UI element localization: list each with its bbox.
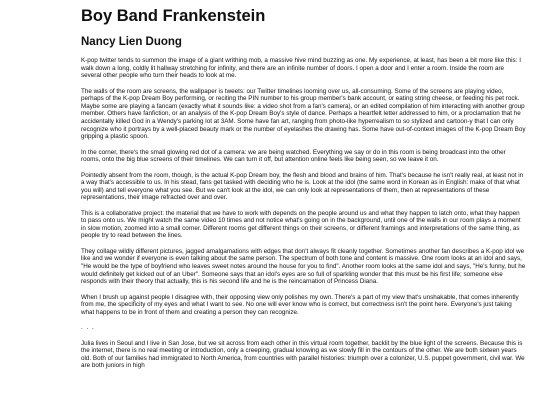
section-break: . . . bbox=[81, 324, 95, 332]
paragraph: In the corner, there's the small glowing red dot of a camera: we are being watched. Everything we say or do in this room is being broadcast into the other rooms, onto the big blue screens of their timelines. We can turn it off, but attention online feels like being seen, so we leave it on. bbox=[81, 148, 506, 164]
article-title: Boy Band Frankenstein bbox=[81, 7, 266, 25]
paragraph: When I brush up against people I disagree with, their opposing view only polishes my own. There's a part of my view that's unshakable, that comes inherently from me, the specificity of my eyes and what I want to see. No one will ever know who is correct, but correctness isn't the point here. Everyone's just taking what happens to be in front of them and creating a person they can recognize. bbox=[81, 293, 519, 316]
article-author: Nancy Lien Duong bbox=[81, 36, 182, 48]
paragraph: The walls of the room are screens, the wallpaper is tweets: our Twitter timelines looming over us, all-consuming. Some of the screens are playing video, perhaps of the K-pop Dream Boy performing, or reciting the PIN number to his group member's bank account, or eating string cheese, or feeding his pet rock. Maybe some are playing a fancam (exactly what it sounds like: a video shot from a fan's camera), or an edited compilation of him interacting with another group member. Others have fanfiction, or an analysis of the K-pop Dream Boy's style of dance. Perhaps a heartfelt letter addressed to him, or a proclamation that he accidentally killed God in a Wendy's parking lot at 3AM. Some have fan art, ranging from photo-like hyperrealism to so stylized and cartoon-y that I can only recognize who it portrays by a well-placed beauty mark or the number of eyelashes the drawing has. Some have out-of-context images of the K-pop Dream Boy gripping a plastic spoon. bbox=[81, 87, 526, 141]
paragraph: They collage wildly different pictures, jagged amalgamations with edges that don't always fit cleanly together. Sometimes another fan describes a K-pop idol we like and we wonder if everyone is even talking about the same person. The spectrum of both tone and content is massive. One room looks at an idol and says, "He would be the type of boyfriend who leaves sweet notes around the house for you to find". Another room looks at the same idol and says, "He's funny, but he would definitely get kicked out of an Uber". Someone says that an idol's eyes are so full of sparkling wonder that this must be his first life; someone else responds with their theory that actually, this is his second life and he is the reincarnation of Princess Diana. bbox=[81, 247, 526, 286]
paragraph: Julia lives in Seoul and I live in San Jose, but we sit across from each other in this virtual room together, backlit by the blue light of the screens. Because this is the internet, there is no real meeting or introduction, only a creeping, gradual knowing as we slowly fill in the contours of the other. We are both sixteen years old. Both of our families had immigrated to North America, from countries with parallel histories: triumph over a colonizer, U.S. puppet government, civil war. We are both juniors in high bbox=[81, 339, 525, 370]
paragraph: This is a collaborative project: the material that we have to work with depends on the people around us and what they happen to latch onto, what they happen to pass onto us. We might watch the same video 10 times and not notice what's going on in the background, until one of the walls in our room plays a moment in slow motion, zoomed into a small corner. Different rooms get different things on their screens, or different framings and interpretations of the same thing, as people try to read between the lines. bbox=[81, 209, 521, 240]
article bbox=[81, 7, 526, 370]
paragraph: Pointedly absent from the room, though, is the actual K-pop Dream boy, the flesh and blood and brains of him. That's because he isn't really real, at least not in a way that's accessible to us. In his stead, fans get tasked with deciding who he is. Look at the idol (the same word in Korean as in English: make of that what you will) and tell everyone what you see. But we can't look at the idol, we can only look at representations of them, then at representations of these representations, their image refracted over and over. bbox=[81, 171, 524, 202]
paragraph: K-pop twitter tends to summon the image of a giant writhing mob, a massive hive mind buzzing as one. My experience, at least, has been a bit more like this: I walk down a long, coldly lit hallway stretching for infinity, and there are an infinite number of doors. I open a door and I enter a room. Inside the room are several other people who turn their heads to look at me. bbox=[81, 57, 521, 80]
